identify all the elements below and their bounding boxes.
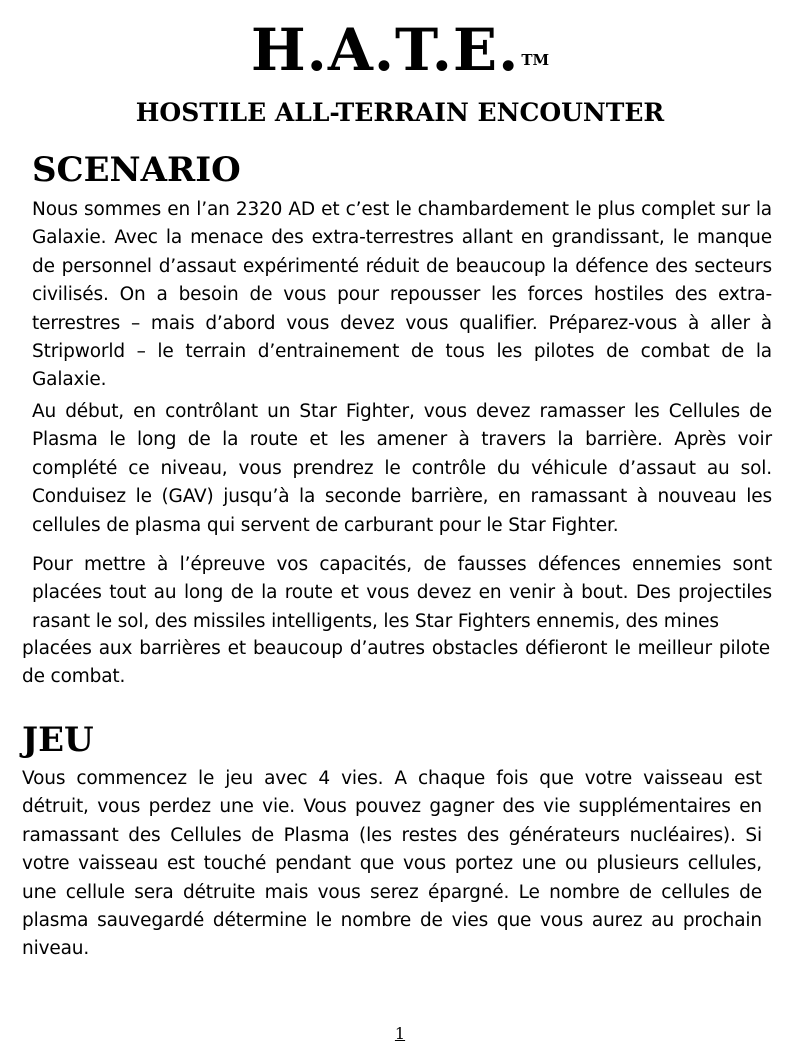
jeu-paragraph-1: Vous commencez le jeu avec 4 vies. A chaque fois que votre vaisseau est détruit, vous perdez une vie. Vous pouvez gagner des vie supplémentaires en ramassant des Cellules de Plasma (les restes des générateurs nucléaires). Si votre vaisseau est touché pendant que vous portez une ou plusieurs cellules, une cellule sera détruite mais vous serez épargné. Le nombre de cellules de plasma sauvegardé détermine le nombre de vies que vous aurez au prochain niveau.: [22, 768, 762, 960]
page-title: [0, 18, 800, 82]
trademark-mark: TM: [521, 51, 550, 69]
page-number: 1: [394, 1024, 406, 1043]
page-subtitle: HOSTILE ALL-TERRAIN ENCOUNTER: [135, 98, 665, 127]
scenario-paragraph-2: Au début, en contrôlant un Star Fighter, vous devez ramasser les Cellules de Plasma le long de la route et les amener à travers la barrière. Après voir complété ce niveau, vous prendrez le contrôle du véhicule d’assaut au sol. Conduisez le (GAV) jusqu’à la seconde barrière, en ramassant à nouveau les cellules de plasma qui servent de carburant pour le Star Fighter.: [32, 401, 772, 536]
scenario-paragraph-1: Nous sommes en l’an 2320 AD et c’est le chambardement le plus complet sur la Galaxie. Avec la menace des extra-terrestres allant en grandissant, le manque de personnel d’assaut expérimenté réduit de beaucoup la défence des secteurs civilisés. On a besoin de vous pour repousser les forces hostiles des extra-terrestres – mais d’abord vous devez vous qualifier. Préparez-vous à aller à Stripworld – le terrain d’entrainement de tous les pilotes de combat de la Galaxie.: [32, 199, 772, 391]
jeu-heading: JEU: [22, 720, 94, 760]
scenario-heading: SCENARIO: [32, 150, 241, 190]
scenario-paragraph-3: Pour mettre à l’épreuve vos capacités, de fausses défences ennemies sont placées tout au long de la route et vous devez en venir à bout. Des projectiles rasant le sol, des missiles intelligents, les Star Fighters ennemis, des mines: [32, 554, 772, 632]
scenario-paragraph-4: placées aux barrières et beaucoup d’autres obstacles défieront le meilleur pilote de combat.: [22, 638, 770, 688]
title-text: H.A.T.E.: [250, 16, 520, 84]
